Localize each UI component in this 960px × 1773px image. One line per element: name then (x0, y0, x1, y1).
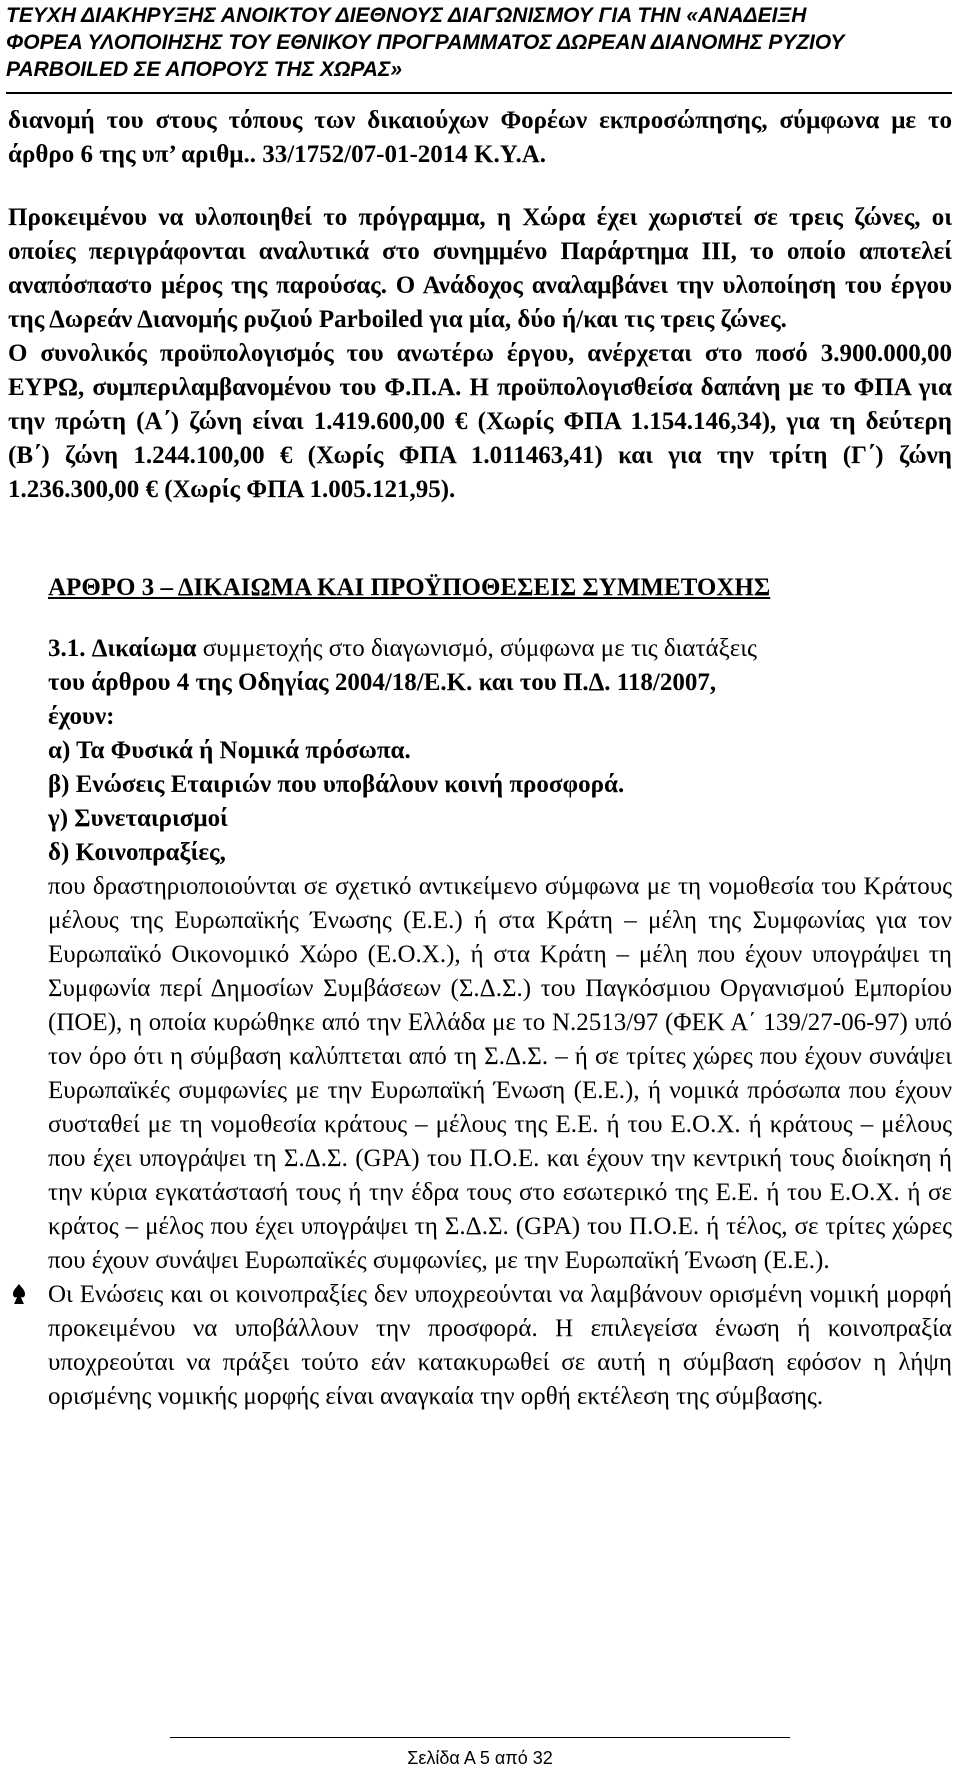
section-3-1 (48, 632, 952, 870)
header-divider (6, 92, 952, 94)
section-line-3: έχουν: (48, 703, 115, 730)
section-bold-word: Δικαίωμα (91, 635, 197, 662)
joint-ventures-text: Οι Ενώσεις και οι κοινοπραξίες δεν υποχρεούνται να λαμβάνουν ορισμένη νομική μορφή προκειμένου να υποβάλλουν την προσφορά. Η επιλεγείσα ένωση ή κοινοπραξία υποχρεούται να πράξει τούτο εάν κατακυρωθεί σε αυτή η σύμβαση εφόσον η λήψη ορισμένης νομικής μορφής είναι αναγκαία την ορθή εκτέλεση της σύμβασης. (48, 1281, 952, 1410)
header-line-1: ΤΕΥΧΗ ΔΙΑΚΗΡΥΞΗΣ ΑΝΟΙΚΤΟΥ ΔΙΕΘΝΟΥΣ ΔΙΑΓΩΝΙΣΜΟΥ ΓΙΑ ΤΗΝ «ΑΝΑΔΕΙΞΗ (6, 4, 807, 27)
intro-paragraph-3: Ο συνολικός προϋπολογισμός του ανωτέρω έργου, ανέρχεται στο ποσό 3.900.000,00 ΕΥΡΩ, συμπεριλαμβανομένου του Φ.Π.Α. Η προϋπολογισθείσα δαπάνη με το ΦΠΑ για την πρώτη (Α΄) ζώνη είναι 1.419.600,00 € (Χωρίς ΦΠΑ 1.154.146,34), για τη δεύτερη (Β΄) ζώνη 1.244.100,00 € (Χωρίς ΦΠΑ 1.011463,41) και για την τρίτη (Γ΄) ζώνη 1.236.300,00 € (Χωρίς ΦΠΑ 1.005.121,95). (8, 340, 952, 503)
joint-ventures-note (48, 1278, 952, 1414)
page-footer: Σελίδα Α 5 από 32 (407, 1748, 553, 1768)
eligible-item-a: α) Τα Φυσικά ή Νομικά πρόσωπα. (48, 737, 411, 764)
article-title: ΑΡΘΡΟ 3 – ΔΙΚΑΙΩΜΑ ΚΑΙ ΠΡΟΫΠΟΘΕΣΕΙΣ ΣΥΜΜΕΤΟΧΗΣ (48, 574, 771, 601)
eligible-item-c: γ) Συνεταιρισμοί (48, 805, 228, 832)
eligible-item-b: β) Ενώσεις Εταιριών που υποβάλουν κοινή προσφορά. (48, 771, 625, 798)
document-body (8, 104, 952, 1414)
section-line-2: του άρθρου 4 της Οδηγίας 2004/18/Ε.Κ. και του Π.Δ. 118/2007, (48, 669, 717, 696)
section-text: συμμετοχής στο διαγωνισμό, σύμφωνα με τις διατάξεις (202, 635, 757, 662)
intro-paragraph-2: Προκειμένου να υλοποιηθεί το πρόγραμμα, η Χώρα έχει χωριστεί σε τρεις ζώνες, οι οποίες περιγράφονται αναλυτικά στο συνημμένο Παράρτημα ΙΙΙ, το οποίο αποτελεί αναπόσπαστο μέρος της παρούσας. Ο Ανάδοχος αναλαμβάνει την υλοποίηση του έργου της Δωρεάν Διανομής ρυζιού Parboiled για μία, δύο ή/και τις τρεις ζώνες. (8, 204, 952, 333)
document-header (6, 2, 954, 83)
header-line-2: ΦΟΡΕΑ ΥΛΟΠΟΙΗΣΗΣ ΤΟΥ ΕΘΝΙΚΟΥ ΠΡΟΓΡΑΜΜΑΤΟΣ ΔΩΡΕΑΝ ΔΙΑΝΟΜΗΣ ΡΥΖΙΟΥ (6, 31, 845, 54)
footer-divider (170, 1737, 790, 1738)
bullet-icon (8, 1282, 30, 1308)
section-number: 3.1. (48, 635, 86, 662)
eligible-item-d: δ) Κοινοπραξίες, (48, 839, 226, 866)
header-line-3: PARBOILED ΣΕ ΑΠΟΡΟΥΣ ΤΗΣ ΧΩΡΑΣ» (6, 58, 403, 81)
eligibility-paragraph: που δραστηριοποιούνται σε σχετικό αντικείμενο σύμφωνα με τη νομοθεσία του Κράτους μέλους της Ευρωπαϊκής Ένωσης (Ε.Ε.) ή στα Κράτη – μέλη της Συμφωνίας για τον Ευρωπαϊκό Οικονομικό Χώρο (Ε.Ο.Χ.), ή στα Κράτη – μέλη που έχουν υπογράψει τη Συμφωνία περί Δημοσίων Συμβάσεων (Σ.Δ.Σ.) του Παγκόσμιου Οργανισμού Εμπορίου (ΠΟΕ), η οποία κυρώθηκε από την Ελλάδα με το Ν.2513/97 (ΦΕΚ Α΄ 139/27-06-97) υπό τον όρο ότι η σύμβαση καλύπτεται από τη Σ.Δ.Σ. – ή σε τρίτες χώρες που έχουν συνάψει Ευρωπαϊκές συμφωνίες με την Ευρωπαϊκή Ένωση (Ε.Ε.), ή νομικά πρόσωπα που έχουν συσταθεί με τη νομοθεσία κράτους – μέλους της Ε.Ε. ή του Ε.Ο.Χ. ή κράτους – μέλους που έχει υπογράψει τη Σ.Δ.Σ. (GPA) του Π.Ο.Ε. και έχουν την κεντρική τους διοίκηση ή την κύρια εγκατάστασή τους ή την έδρα τους στο εσωτερικό της Ε.Ε. ή του Ε.Ο.Χ. ή σε κράτος – μέλος που έχει υπογράψει τη Σ.Δ.Σ. (GPA) του Π.Ο.Ε. ή τέλος, σε τρίτες χώρες που έχουν συνάψει Ευρωπαϊκές συμφωνίες, με την Ευρωπαϊκή Ένωση (Ε.Ε.). (48, 873, 952, 1274)
intro-paragraph-1: διανομή του στους τόπους των δικαιούχων Φορέων εκπροσώπησης, σύμφωνα με το άρθρο 6 της υπ’ αριθμ.. 33/1752/07-01-2014 Κ.Υ.Α. (8, 107, 952, 168)
